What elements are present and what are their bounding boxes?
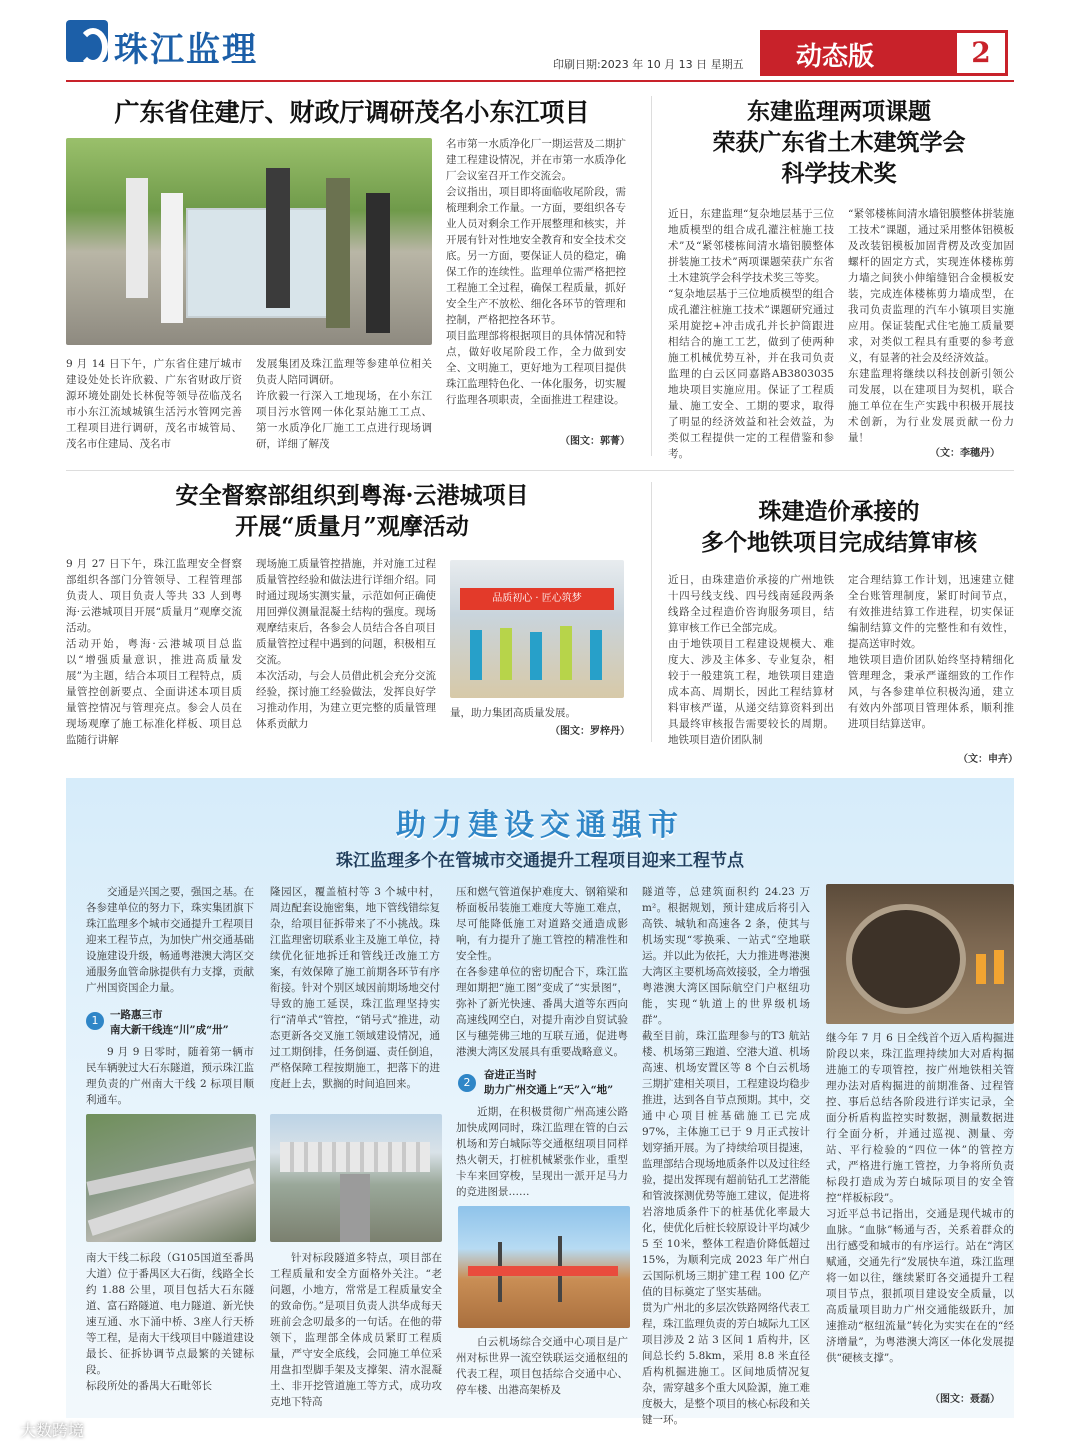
article3-credit: （图文：罗梓丹）	[550, 726, 630, 737]
section-number: 1	[86, 1012, 104, 1030]
page-number: 2	[954, 30, 1008, 76]
article1-caption-col1: 9 月 14 日下午，广东省住建厅城市建设处处长许欣毅、广东省财政厅资源环境处副处长林倪等领导莅临茂名市小东江流域城镇生活污水管网完善工程项目进行调研，茂名市城管局、茂名市住建局、茂名市	[66, 358, 242, 450]
article2-col2: “紧邻楼栋间清水墙铝膜整体拼装施工技术”课题，通过采用整体铝模板及改装铝模板加固背楞及改变加固螺杆的固定方式，实现连体楼栋剪力墙之间狭小伸缩缝铝合金模板安装，完成连体楼栋剪力墙成型，在我司负责监理的汽车小镇项目实施应用。保证装配式住宅施工质量要求，对类似工程具有重要的参考意义，有显著的社会及经济效益。 东建监理将继续以科技创新引领公司发展，以在建项目为契机，联合施工单位在生产实践中积极开展技术创新，为行业发展贡献一份力量！	[848, 208, 1014, 444]
edition-label: 动态版	[796, 42, 875, 72]
feature-col1-bottom: 南大干线二标段（G105国道至番禺大道）位于番禺区大石街，线路全长约 1.88 公里，项目包括大石东隧道、富石路隧道、电力隧道、新光快速互通、水下涌中桥、3座人行天桥等工程，是南大干线项目中隧道建设最长、征拆协调节点最繁的关键标段。 标段所处的番禺大石毗邻长	[86, 1252, 254, 1392]
feature-photo-city	[270, 1114, 442, 1242]
divider	[651, 482, 652, 742]
feature-col3-bottom	[456, 1334, 628, 1404]
article1-photo	[66, 138, 432, 345]
article1-caption-col2-text: 发展集团及珠江监理等参建单位相关负责人陪同调研。 许欣毅一行深入工地现场，在小东江项目污水管网一体化泵站施工工点、第一水质净化厂施工工点进行现场调研，详细了解茂	[256, 358, 432, 450]
article3-photo	[450, 560, 624, 698]
article2-col1: 近日，东建监理“复杂地层基于三位地质模型的组合成孔灌注桩施工技术”及“紧邻楼栋间清水墙铝膜整体拼装施工技术”两项课题荣获广东省土木建筑学会科学技术奖三等奖。 “复杂地层基于三位地质模型的组合成孔灌注桩施工技术”课题研究通过采用旋挖+冲击成孔并长护筒跟进相结合的施工工艺，做到了使两种施工机械优势互补，并在我司负责监理的白云区同嘉路AB3803035地块项目实施应用。保证了工程质量、施工安全、工期的要求，取得了明显的经济效益和社会效益，为类似工程提供一定的工程借鉴和参考。	[668, 208, 834, 460]
article1-col3: 名市第一水质净化厂一期运营及二期扩建工程建设情况，并在市第一水质净化厂会议室召开工作交流会。 会议指出，项目即将面临收尾阶段，需梳理剩余工作量。一方面，要组织各专业人员对剩余工作开展整理和核实，并开展有针对性地安全教育和安全技术交底。另一方面，要保证人员的稳定，确保工作的连续性。监理单位需严格把控工程施工全过程，确保工程质量，抓好安全生产不放松、细化各环节的管理和控制，严格把控各环节。 项目监理部将根据项目的具体情况和特点，做好收尾阶段工作，全力做到安全、文明施工，更好地为工程项目提供珠江监理特色化、一体化服务，切实履行监理各项职责，全面推进工程建设。	[446, 138, 626, 406]
article3-banner: 品质初心 · 匠心筑梦	[460, 588, 614, 610]
article3-title	[66, 480, 638, 542]
article4-title-line2: 多个地铁项目完成结算审核	[701, 529, 977, 557]
feature-col1-mid	[86, 1044, 254, 1110]
feature-col2-top-text: 隆园区，覆盖植村等 3 个城中村，周边配套设施密集，地下管线错综复杂，给项目征拆带来了不小挑战。珠江监理密切联系业主及施工单位，持续优化征地拆迁和管线迁改施工方案，有效保障了施工前期各环节有序衔接。针对个别区域因前期场地交付导致的施工延误，珠江监理坚持实行“清单式”管控，“销号式”推进，动态更新各交叉施工领域建设情况，通过工期倒排，任务倒逼、责任倒追，严格保障工程按期施工，把落下的进度赶上去，默搁的时间追回来。	[270, 886, 440, 1090]
divider	[651, 96, 652, 456]
article3-col2: 现场施工质量管控措施，并对施工过程质量管控经验和做法进行详细介绍。同时通过现场实测实量，示范如何正确使用回弹仪测量混凝土结构的强度。现场观摩结束后，各参会人员结合各自项目质量管控过程中遇到的问题，积极相互交流。 本次活动，与会人员借此机会充分交流经验，探讨施工经验做法，发挥良好学习推动作用，为建立更完整的质量管理体系贡献力	[256, 558, 436, 730]
article1-credit: （图文：郭菁）	[560, 436, 630, 447]
article3-title-line1: 安全督察部组织到粤海·云港城项目	[175, 482, 529, 509]
feature-photo-highway	[86, 1114, 256, 1242]
watermark-text: 大数跨境	[20, 1421, 85, 1440]
article1-caption-col2	[256, 356, 432, 466]
divider	[66, 470, 1014, 471]
section1-heading: 一路惠三市 南大新干线连“川”成“卅”	[110, 1009, 229, 1036]
article2-title	[664, 96, 1014, 189]
publication-date: 印刷日期:2023 年 10 月 13 日 星期五	[553, 58, 744, 71]
feature-col3-mid-text: 近期，在积极贯彻广州高速公路加快成网同时，珠江监理在管的白云机场和芳白城际等交通枢纽项目同样热火朝天，打桩机械紧张作业，重型卡车来回穿梭，呈现出一派开足马力的竞进图景……	[456, 1106, 628, 1198]
feature-photo-tunnel	[826, 884, 1014, 1024]
article3-title-line2: 开展“质量月”观摩活动	[235, 513, 469, 541]
feature-col3-mid	[456, 1104, 628, 1202]
article4-col1: 近日，由珠建造价承接的广州地铁十四号线支线、四号线南延段两条线路全过程造价咨询服务项目，结算审核工作已全部完成。 由于地铁项目工程建设规模大、难度大、涉及主体多、专业复杂，相较于一般建筑工程，地铁项目建造成本高、周期长，因此工程结算材料审核严谨，从递交结算资料到出具最终审核报告需要较长的周期。地铁项目造价团队制	[668, 574, 834, 746]
section-number: 2	[458, 1074, 476, 1092]
feature-col2-top	[270, 884, 440, 1110]
logo-text: 珠江监理	[114, 30, 258, 70]
article4-col2: 定合理结算工作计划，迅速建立健全台账管理制度，紧盯时间节点，有效推进结算工作进程，切实保证编制结算文件的完整性和有效性，提高送审时效。 地铁项目造价团队始终坚持精细化管理理念，秉承严谨细致的工作作风，与各参建单位积极沟通，建立有效内外部项目管理体系，顺利推进项目结算送审。	[848, 574, 1014, 730]
masthead-rule	[66, 80, 1014, 82]
article3-col1: 9 月 27 日下午，珠江监理安全督察部组织各部门分管领导、工程管理部负责人、项目负责人等共 33 人到粤海·云港城项目开展“质量月”观摩交流活动。 活动开始，粤海·云港城项目总监以“增强质量意识，推进高质量发展”为主题，结合本项目工程特点，质量管控创新要点、全面讲述本项目质量管控情况与管理亮点。参会人员在现场观摩了施工标准化样板、项目总监随行讲解	[66, 558, 242, 746]
article3-tail: 量，助力集团高质量发展。	[450, 707, 576, 719]
feature-col2-bottom-text: 针对标段隧道多特点，项目部在工程质量和安全方面格外关注。“老问题，小地方，常常是工程质量安全的致命伤。”是项目负责人洪华成每天班前会念叨最多的一句话。在他的带领下，监理部全体成员紧盯工程质量，严守安全底线，会同施工单位采用盘扣型脚手架及支撑架、清水混凝土、非开挖管道施工等方式，成功攻克地下特高	[270, 1252, 442, 1408]
feature-subtitle: 珠江监理多个在管城市交通提升工程项目迎来工程节点	[336, 851, 744, 871]
article1-title: 广东省住建厅、财政厅调研茂名小东江项目	[114, 98, 590, 127]
article2-title-line1: 东建监理两项课题	[747, 98, 931, 125]
feature-credit: （图文：聂磊）	[930, 1394, 1000, 1405]
article4-title-line1: 珠建造价承接的	[758, 498, 920, 525]
feature-col1-intro-text: 交通是兴国之要，强国之基。在各参建单位的努力下，珠实集团旗下珠江监理多个城市交通提升工程项目迎来工程节点，为加快广州交通基础设施建设升级，畅通粤港澳大湾区交通服务血管命脉提供有力支撑，贡献广州国资国企力量。	[86, 886, 254, 994]
section2-heading: 奋进正当时 助力广州交通上“天”入“地”	[484, 1069, 614, 1096]
feature-col3-bottom-text: 白云机场综合交通中心项目是广州对标世界一流空铁联运交通枢纽的代表工程，项目包括综合交通中心、停车楼、出港高架桥及	[456, 1336, 628, 1396]
feature-col3-top: 压和燃气管道保护难度大、钢箱梁和桥面板吊装施工难度大等施工难点，尽可能降低施工对道路交通造成影响，有力提升了施工管控的精准性和安全性。 在各参建单位的密切配合下，珠江监理如期把“施工图”变成了“实景图”，弥补了新光快速、番禺大道等东西向高速线网空白，对提升南沙自贸试验区与穗莞佛三地的互联互通，促进粤港澳大湾区发展具有重要战略意义。	[456, 886, 628, 1058]
article2-credit: （文：李穗丹）	[930, 448, 1000, 459]
article4-credit: （文：申卉）	[958, 754, 1018, 765]
edition-banner	[760, 30, 1008, 76]
article4-title	[664, 496, 1014, 558]
logo-icon	[66, 20, 108, 62]
feature-col5: 继今年 7 月 6 日全线首个迈入盾构掘进阶段以来，珠江监理持续加大对盾构掘进施工的专项管控，按广州地铁相关管理办法对盾构掘进的前期准备、过程管控、事后总结各阶段进行详实记录，全面分析盾构监控实时数据，测量数据进行全面分析，并通过巡视、测量、旁站、平行检验的“四位一体”的管控方式，严格进行施工管控，力争将所负责标段打造成为芳白城际项目的安全管控“样板标段”。 习近平总书记指出，交通是现代城市的血脉。“血脉”畅通与否，关系着群众的出行感受和城市的有序运行。站在“湾区赋通，交通先行”发展快车道，珠江监理将一如以往，继续紧盯各交通提升工程项目节点，狠抓项目建设安全质量，以高质量项目助力广州交通能级跃升，加速推动“枢纽流量”转化为实实在在的“经济增量”，为粤港澳大湾区一体化发展提供“硬核支撑”。	[826, 1032, 1014, 1364]
feature-photo-construction	[458, 1206, 630, 1328]
feature-col1-intro	[86, 884, 254, 1002]
feature-title: 助力建设交通强市	[396, 808, 684, 843]
article2-title-line2: 荣获广东省土木建筑学会	[712, 129, 966, 157]
feature-col1-mid-text: 9 月 9 日零时，随着第一辆市民车辆驶过大石东隧道，预示珠江监理负责的广州南大干线 2 标项目顺利通车。	[86, 1046, 254, 1106]
feature-col4: 隧道等，总建筑面积约 24.23 万 m²。根据规划，预计建成后将引入高铁、城轨和高速各 2 条，使其与机场实现“零换乘、一站式”空地联运。并以此为依托，大力推进粤港澳大湾区主要机场高效接驳，全力增强粤港澳大湾区国际航空门户枢纽功能，实现“轨道上的世界级机场群”。 截至目前，珠江监理参与的T3 航站楼、机场第三跑道、空港大道、机场高速、机场安置区等 8 个白云机场三期扩建相关项目，工程建设均稳步推进，达到各自节点预期。其中，交通中心项目桩基础施工已完成 97%，主体施工已于 9 月正式按计划穿插开展。为了持续给项目提速，监理部结合现场地质条件以及过往经验，提出发挥现有超前钻孔工艺潜能和管波探测优势等施工建议，促进将岩溶地质条件下的桩基优化率最大化，使优化后桩长较原设计平均减少 5 至 10米，整体工程造价降低超过 15%，为顺利完成 2023 年广州白云国际机场三期扩建工程 100 亿产值的目标奠定了坚实基础。 贯为广州北的多层次铁路网络代表工程，珠江监理负责的芳白城际九工区项目涉及 2 站 3 区间 1 盾构井，区间总长约 5.8km，采用 8.8 米直径盾构机掘进施工。区间地质情况复杂，需穿越多个重大风险源，施工难度极大，是整个项目的核心标段和关键一环。	[642, 886, 810, 1426]
feature-col2-bottom	[270, 1250, 442, 1408]
article2-title-line3: 科学技术奖	[781, 160, 897, 188]
